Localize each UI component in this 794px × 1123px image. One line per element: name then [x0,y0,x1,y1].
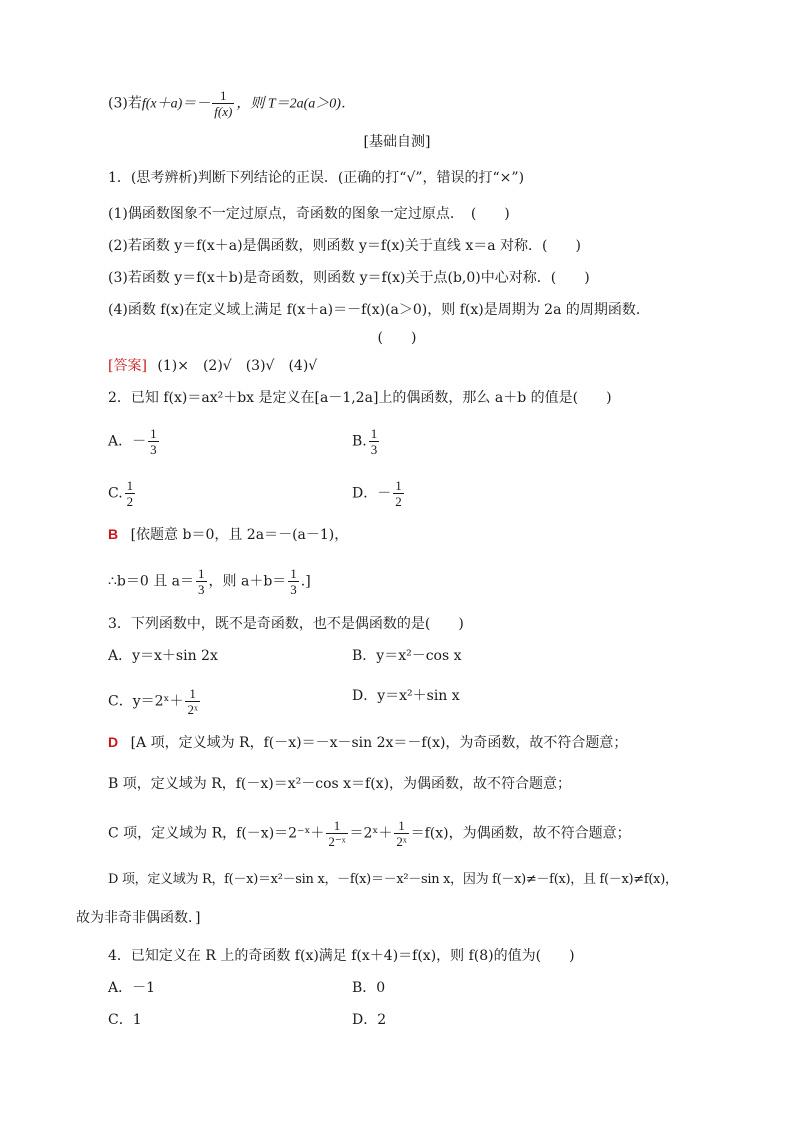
q3-sol-c-mid: ＝2ˣ＋ [349,825,393,842]
q2-answer-letter: B [108,526,119,542]
q3-stem: 3．下列函数中，既不是奇函数，也不是偶函数的是( ) [108,616,464,632]
q3-c-num: 1 [189,686,196,701]
intro-frac-num: 1 [220,88,227,103]
q2-d-fraction [393,478,404,509]
q4-stem: 4．已知定义在 R 上的奇函数 f(x)满足 f(x＋4)＝f(x)，则 f(8)的值为( ) [108,948,575,964]
section-title: [基础自测] [363,134,431,150]
q2-sol2-end: .] [300,573,311,590]
q4-option-c: C．1 [108,1012,142,1028]
q2-c-den: 2 [126,494,134,509]
intro-line [108,88,355,119]
q3-sol-c-fraction-2 [394,818,408,849]
q3-sol-c-num-1: 1 [333,818,341,833]
q3-sol-c-fraction-1 [326,818,347,849]
q4-option-a: A．－1 [108,980,156,996]
q1-item-1: (1)偶函数图象不一定过原点，奇函数的图象一定过原点． ( ) [108,206,510,222]
q3-solution-a [108,732,627,753]
intro-prefix: (3)若 [108,95,142,112]
q2-c-fraction [125,478,136,509]
q2-a-den: 3 [150,442,157,457]
q2-a-label: A．－ [108,433,147,450]
q3-option-d: D．y＝x²＋sin x [352,688,460,704]
q3-option-c [108,686,202,717]
q2-sol-fraction-2 [288,566,299,597]
q2-c-num: 1 [126,478,134,493]
q3-option-a: A．y＝x＋sin 2x [108,648,218,664]
q2-b-den: 3 [370,442,378,457]
q3-answer-letter: D [108,734,119,750]
q2-b-label: B. [352,433,367,450]
intro-suffix: ，则 T＝2a(a＞0)． [236,96,355,112]
q3-solution-c [108,818,631,849]
q2-stem: 2．已知 f(x)＝ax²＋bx 是定义在[a－1,2a]上的偶函数，那么 a＋b 的值是( ) [108,390,612,406]
q3-sol-c-pre: C 项，定义域为 R，f(－x)＝2⁻ˣ＋ [108,825,325,842]
q2-sol-fraction-1 [196,566,207,597]
q2-a-num: 1 [150,426,157,441]
q4-option-d: D．2 [352,1012,387,1028]
q2-option-d [352,478,406,509]
q2-b-fraction [369,426,380,457]
q2-sol1: [依题意 b＝0，且 2a＝－(a－1)， [130,527,349,543]
q2-option-c [108,478,137,509]
q1-answer-label: [答案] [108,358,147,374]
q2-solution-2 [108,566,311,597]
q3-sol-c-num-2: 1 [398,818,405,833]
q2-c-label: C. [108,485,123,502]
q3-solution-d: D 项，定义域为 R，f(－x)＝x²－sin x，－f(x)＝－x²－sin x，因为 f(－x)≠－f(x)，且 f(－x)≠f(x)， [108,872,678,887]
q1-item-4: (4)函数 f(x)在定义域上满足 f(x＋a)＝－f(x)(a＞0)，则 f(x)是周期为 2a 的周期函数． [108,302,650,318]
intro-lhs: f(x＋a)＝－ [141,96,211,112]
q2-sol2-mid: ，则 a＋b＝ [208,573,287,590]
q3-sol-c-end: ＝f(x)，为偶函数，故不符合题意； [410,825,631,842]
q3-option-b: B．y＝x²－cos x [352,648,462,664]
q2-a-fraction [148,426,159,457]
q3-c-fraction [185,686,199,717]
intro-frac-den: f(x) [214,104,233,119]
q2-sol-den-1: 3 [198,582,205,597]
q2-d-num: 1 [395,478,402,493]
q3-sol-c-den-2: 2ˣ [396,834,407,849]
q1-answer-line [108,356,317,376]
q2-sol-den-2: 3 [290,582,297,597]
q2-option-a [108,426,161,457]
q3-sol-a: [A 项，定义域为 R，f(－x)＝－x－sin 2x＝－f(x)，为奇函数，故不符合题意； [130,735,628,751]
q1-stem: 1．(思考辨析)判断下列结论的正误．(正确的打“√”，错误的打“×”) [108,170,525,186]
q2-sol2-pre: ∴b＝0 且 a＝ [108,573,195,590]
q1-answer-text: (1)× (2)√ (3)√ (4)√ [157,358,318,374]
q4-option-b: B．0 [352,980,386,996]
q2-b-num: 1 [370,426,378,441]
q1-paren: ( ) [377,330,417,346]
q2-sol-num-1: 1 [198,566,205,581]
q2-solution-1 [108,524,348,545]
q2-d-label: D．－ [352,485,392,502]
q1-item-2: (2)若函数 y＝f(x＋a)是偶函数，则函数 y＝f(x)关于直线 x＝a 对称．( ) [108,238,581,254]
q2-sol-num-2: 1 [290,566,297,581]
q2-d-den: 2 [395,494,402,509]
q3-solution-d2: 故为非奇非偶函数．] [76,910,201,926]
q2-option-b [352,426,381,457]
q3-solution-b: B 项，定义域为 R，f(－x)＝x²－cos x＝f(x)，为偶函数，故不符合题意； [108,776,572,792]
q3-sol-c-den-1: 2⁻ˣ [328,834,346,849]
q1-item-3: (3)若函数 y＝f(x＋b)是奇函数，则函数 y＝f(x)关于点(b,0)中心对称．( ) [108,270,590,286]
intro-fraction [212,88,234,119]
q3-c-pre: C．y＝2ˣ＋ [108,693,184,710]
q3-c-den: 2ˣ [187,702,198,717]
